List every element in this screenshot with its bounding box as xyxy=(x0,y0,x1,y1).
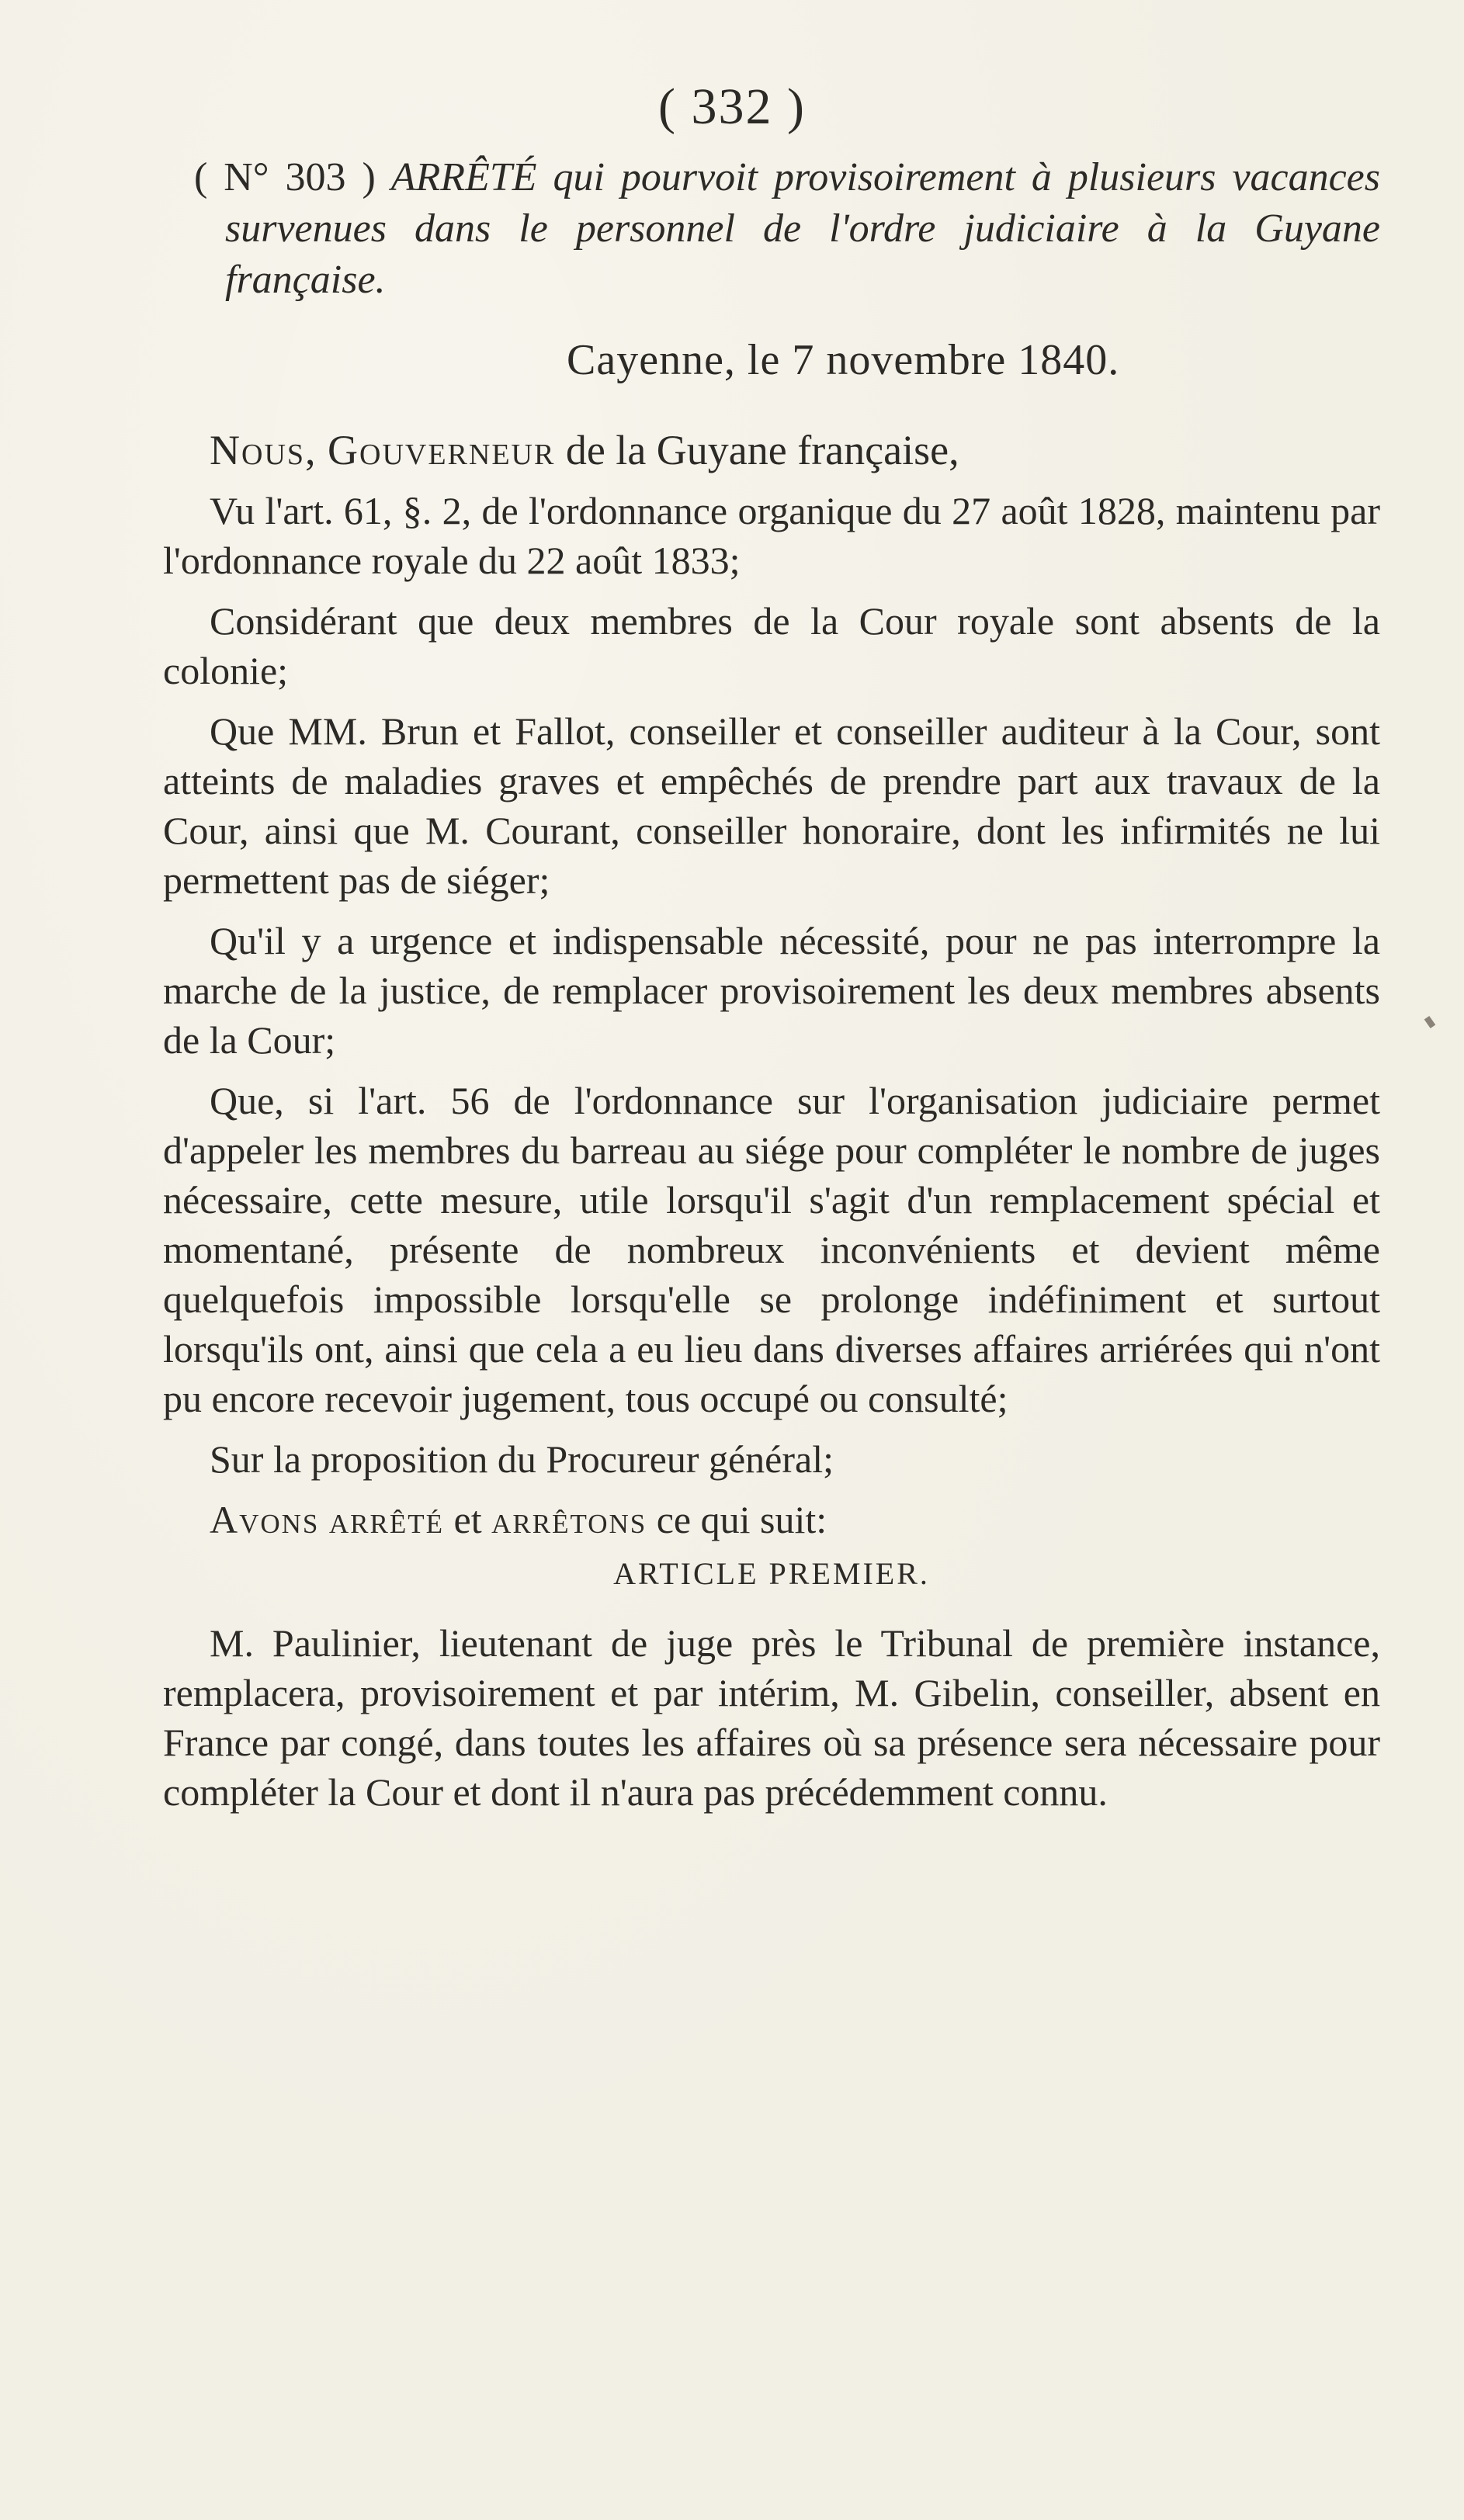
arretons-word: arrêtons xyxy=(491,1498,647,1541)
decree-title: ARRÊTÉ qui pourvoit provisoirement à plusieurs vacances survenues dans le personnel de l'ordre judiciaire à la Guyane française. xyxy=(225,155,1380,302)
paper-mark xyxy=(1424,1016,1436,1028)
dateline: Cayenne, le 7 novembre 1840. xyxy=(567,336,1120,384)
preamble-nous: Nous, xyxy=(210,427,317,473)
decree-heading xyxy=(194,152,1380,306)
paragraph-vu: Vu l'art. 61, §. 2, de l'ordonnance organique du 27 août 1828, maintenu par l'ordonnance royale du 22 août 1833; xyxy=(163,489,1380,582)
paragraph-brun-fallot: Que MM. Brun et Fallot, conseiller et conseiller auditeur à la Cour, sont atteints de maladies graves et empêchés de prendre part aux travaux de la Cour, ainsi que M. Courant, conseiller honoraire, dont les infirmités ne lui permettent pas de siéger; xyxy=(163,709,1380,902)
paragraph-proposition: Sur la proposition du Procureur général; xyxy=(210,1437,834,1481)
arrete-word: arrêté xyxy=(328,1498,445,1541)
preamble xyxy=(163,425,1380,475)
decree-body xyxy=(163,425,1380,1828)
avons-arrete xyxy=(163,1495,1380,1544)
paragraph-urgence: Qu'il y a urgence et indispensable nécessité, pour ne pas interrompre la marche de la justice, de remplacer provisoirement les deux membres absents de la Cour; xyxy=(163,919,1380,1062)
article-heading: ARTICLE PREMIER. xyxy=(613,1556,930,1591)
paragraph-art-56: Que, si l'art. 56 de l'ordonnance sur l'organisation judiciaire permet d'appeler les membres du barreau au siége pour compléter le nombre de juges nécessaire, cette mesure, utile lorsqu'il s'agit d'un remplacement spécial et momentané, présente de nombreux inconvénients et devient même quelquefois impossible lorsqu'elle se prolonge indéfiniment et surtout lorsqu'ils ont, ainsi que cela a eu lieu dans diverses affaires arriérées qui n'ont pu encore recevoir jugement, tous occupé ou consulté; xyxy=(163,1079,1380,1420)
preamble-gouverneur: Gouverneur xyxy=(328,427,556,473)
et-word: et xyxy=(453,1498,482,1541)
avons-word: Avons xyxy=(210,1498,320,1541)
decree-number: ( N° 303 ) xyxy=(194,155,376,199)
article-text: M. Paulinier, lieutenant de juge près le Tribunal de première instance, remplacera, provisoirement et par intérim, M. Gibelin, conseiller, absent en France par congé, dans toutes les affaires où sa présence sera nécessaire pour compléter la Cour et dont il n'aura pas précédemment connu. xyxy=(163,1621,1380,1814)
avons-rest: ce qui suit: xyxy=(656,1498,827,1541)
page-number: ( 332 ) xyxy=(658,78,806,135)
preamble-rest: de la Guyane française, xyxy=(565,427,959,473)
paragraph-considerant: Considérant que deux membres de la Cour royale sont absents de la colonie; xyxy=(163,599,1380,692)
